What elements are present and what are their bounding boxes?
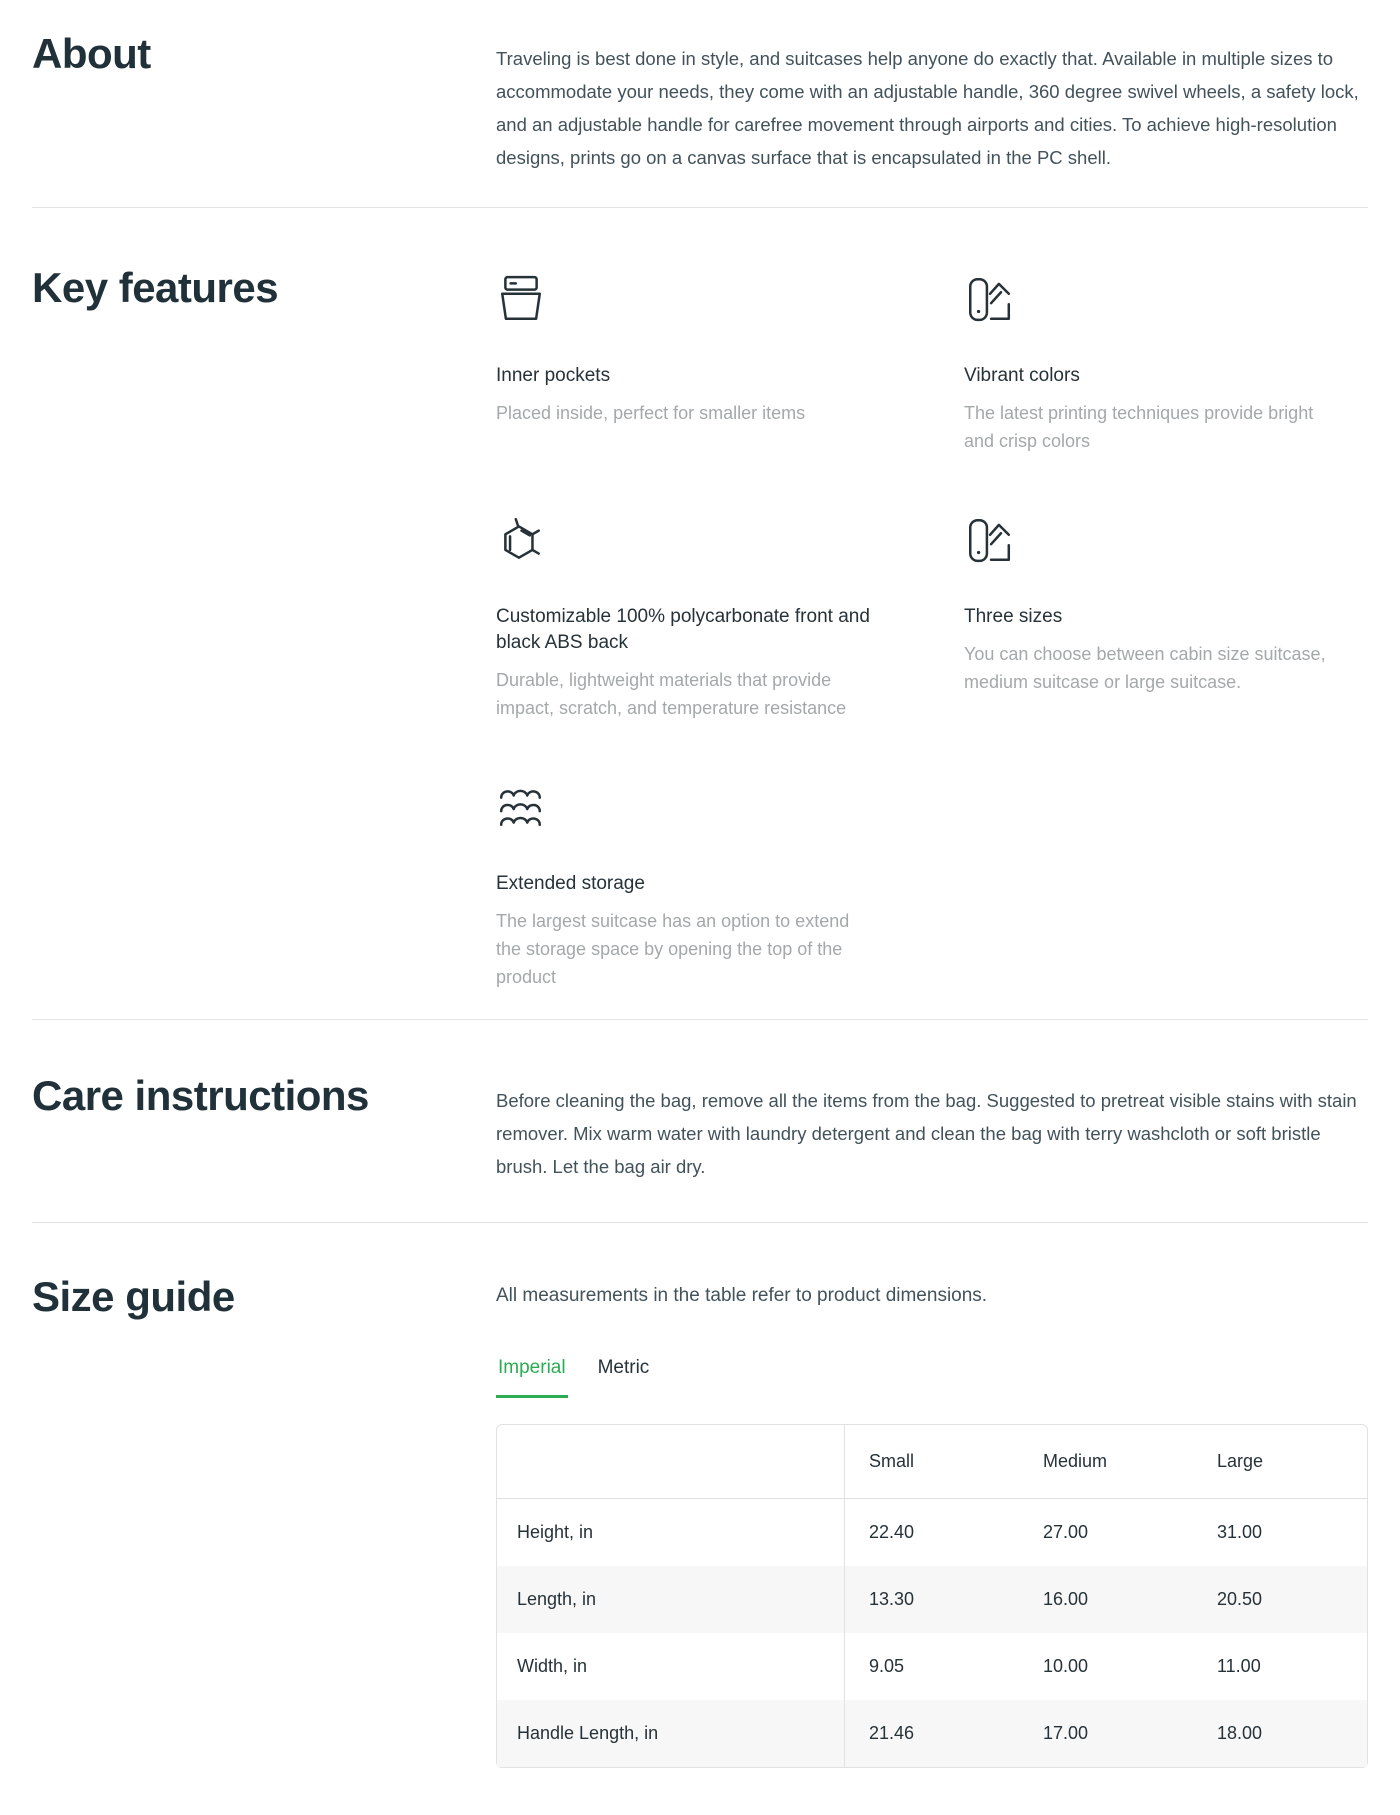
units-tabs <box>496 1355 1368 1398</box>
features-grid <box>496 264 1368 991</box>
table-row-handle-length <box>497 1700 1367 1767</box>
feature-description: Durable, lightweight materials that provide impact, scratch, and temperature resistance <box>496 670 847 718</box>
table-row-width <box>497 1633 1367 1700</box>
cell-value: 20.50 <box>1217 1589 1263 1609</box>
row-label: Width, in <box>497 1633 845 1700</box>
size-table-col-small: Small <box>845 1425 1019 1499</box>
feature-description: The largest suitcase has an option to extend the storage space by opening the top of the product <box>496 911 850 987</box>
about-text: Traveling is best done in style, and suitcases help anyone do exactly that. Available in multiple sizes to accommodate your needs, they come with an adjustable handle, 360 degree swivel wheels, a safety lock, and an adjustable handle for carefree movement through airports and cities. To achieve high-resolution designs, prints go on a canvas surface that is encapsulated in the PC shell. <box>496 48 1359 168</box>
cell-value: 13.30 <box>869 1589 915 1609</box>
feature-description: Placed inside, perfect for smaller items <box>496 403 806 423</box>
swatches-icon <box>964 311 1014 328</box>
feature-description: The latest printing techniques provide bright and crisp colors <box>964 403 1314 451</box>
cell-value: 11.00 <box>1217 1656 1261 1676</box>
cell-value: 9.05 <box>869 1656 905 1676</box>
row-label: Length, in <box>497 1566 845 1633</box>
key-features-heading: Key features <box>32 264 279 311</box>
about-heading: About <box>32 30 151 77</box>
molecule-icon <box>496 552 546 569</box>
care-instructions-heading: Care instructions <box>32 1072 369 1119</box>
size-table-col-large: Large <box>1193 1425 1367 1499</box>
feature-title: Three sizes <box>964 606 1063 627</box>
size-guide-intro: All measurements in the table refer to product dimensions. <box>496 1285 988 1306</box>
swatches-icon <box>964 552 1014 569</box>
about-section <box>32 0 1368 208</box>
feature-description: You can choose between cabin size suitcase, medium suitcase or large suitcase. <box>964 644 1326 692</box>
feature-three-sizes <box>964 515 1368 722</box>
care-instructions-text: Before cleaning the bag, remove all the items from the bag. Suggested to pretreat visible stains with stain remover. Mix warm water with laundry detergent and clean the bag with terry washcloth or soft bristle brush. Let the bag air dry. <box>496 1090 1357 1177</box>
cell-value: 22.40 <box>869 1522 915 1542</box>
cell-value: 18.00 <box>1217 1723 1263 1743</box>
row-label: Handle Length, in <box>497 1700 845 1767</box>
cell-value: 27.00 <box>1043 1522 1089 1542</box>
cell-value: 17.00 <box>1043 1723 1089 1743</box>
table-row-length <box>497 1566 1367 1633</box>
feature-title: Inner pockets <box>496 365 611 386</box>
tab-metric[interactable]: Metric <box>597 1357 650 1378</box>
size-guide-heading: Size guide <box>32 1273 235 1320</box>
feature-extended-storage <box>496 782 900 991</box>
waves-icon <box>496 819 546 836</box>
size-table <box>496 1424 1368 1768</box>
care-instructions-section <box>32 1020 1368 1223</box>
size-guide-section <box>32 1223 1368 1815</box>
row-label: Height, in <box>497 1499 845 1566</box>
cell-value: 31.00 <box>1217 1522 1263 1542</box>
size-table-col-medium: Medium <box>1019 1425 1193 1499</box>
size-table-corner-cell <box>497 1425 845 1499</box>
cell-value: 21.46 <box>869 1723 915 1743</box>
feature-title: Extended storage <box>496 873 645 894</box>
cell-value: 10.00 <box>1043 1656 1089 1676</box>
tab-imperial[interactable]: Imperial <box>496 1355 568 1398</box>
key-features-section <box>32 208 1368 1020</box>
size-table-header-row <box>497 1425 1367 1499</box>
cell-value: 16.00 <box>1043 1589 1089 1609</box>
feature-vibrant-colors <box>964 274 1368 455</box>
feature-inner-pockets <box>496 274 900 455</box>
feature-title: Vibrant colors <box>964 365 1080 386</box>
pocket-icon <box>496 311 546 328</box>
size-table-container <box>496 1424 1368 1768</box>
feature-customizable-shell <box>496 515 900 722</box>
table-row-height <box>497 1499 1367 1566</box>
feature-title: Customizable 100% polycarbonate front and black ABS back <box>496 606 870 653</box>
